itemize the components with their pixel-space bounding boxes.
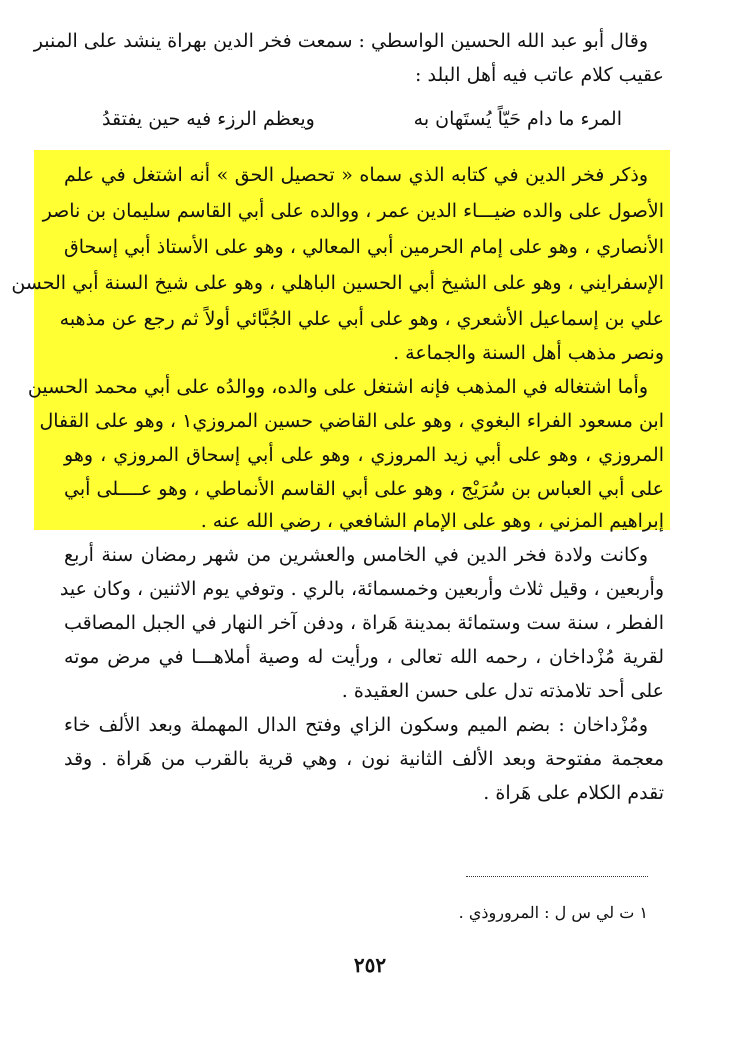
paragraph-3-line-5: إبراهيم المزني ، وهو على الإمام الشافعي ، رضي الله عنه . (200, 510, 664, 532)
paragraph-3-line-2: ابن مسعود الفراء البغوي ، وهو على القاضي حسين المروزي١ ، وهو على القفال (39, 410, 664, 432)
verse-second-hemistich: ويعظم الرزء فيه حين يفتقدُ (102, 108, 315, 130)
paragraph-2-line-6: ونصر مذهب أهل السنة والجماعة . (393, 342, 664, 364)
verse-first-hemistich: المرء ما دام حَيّاً يُستَهان به (413, 108, 622, 130)
paragraph-4-line-5: على أحد تلامذته تدل على حسن العقيدة . (341, 680, 664, 702)
paragraph-2-line-5: علي بن إسماعيل الأشعري ، وهو على أبي علي الجُبَّائي أولاً ثم رجع عن مذهبه (59, 308, 664, 330)
paragraph-1-line-1: وقال أبو عبد الله الحسين الواسطي : سمعت فخر الدين بهراة ينشد على المنبر (33, 30, 648, 52)
paragraph-1-line-2: عقيب كلام عاتب فيه أهل البلد : (415, 64, 664, 86)
paragraph-3-line-4: على أبي العباس بن سُرَيْج ، وهو على أبي القاسم الأنماطي ، وهو عــــلى أبي (64, 478, 664, 500)
page-number: ٢٥٢ (353, 953, 387, 977)
paragraph-2-line-4: الإسفرايني ، وهو على الشيخ أبي الحسين الباهلي ، وهو على شيخ السنة أبي الحسن (11, 272, 664, 294)
paragraph-3-line-3: المروزي ، وهو على أبي زيد المروزي ، وهو على أبي إسحاق المروزي ، وهو (64, 444, 664, 466)
paragraph-2-line-2: الأصول على والده ضيـــاء الدين عمر ، ووالده على أبي القاسم سليمان بن ناصر (42, 200, 664, 222)
paragraph-3-line-1: وأما اشتغاله في المذهب فإنه اشتغل على والده، ووالدُه على أبي محمد الحسين (27, 376, 648, 398)
paragraph-5-line-3: تقدم الكلام على هَراة . (483, 782, 664, 804)
paragraph-4-line-3: الفطر ، سنة ست وستمائة بمدينة هَراة ، ودفن آخر النهار في الجبل المصاقب (64, 612, 664, 634)
paragraph-4-line-2: وأربعين ، وقيل ثلاث وأربعين وخمسمائة، بالري . وتوفي يوم الاثنين ، وكان عيد (59, 578, 664, 600)
paragraph-2-line-3: الأنصاري ، وهو على إمام الحرمين أبي المعالي ، وهو على الأستاذ أبي إسحاق (64, 236, 664, 258)
footnote: ١ ت لي س ل : المروروذي . (458, 903, 648, 922)
paragraph-5-line-1: ومُزْداخان : بضم الميم وسكون الزاي وفتح الدال المهملة وبعد الألف خاء (64, 714, 648, 736)
paragraph-2-line-1: وذكر فخر الدين في كتابه الذي سماه « تحصيل الحق » أنه اشتغل في علم (64, 164, 648, 186)
paragraph-5-line-2: معجمة مفتوحة وبعد الألف الثانية نون ، وهي قرية بالقرب من هَراة . وقد (64, 748, 664, 770)
paragraph-4-line-1: وكانت ولادة فخر الدين في الخامس والعشرين من شهر رمضان سنة أربع (64, 544, 648, 566)
paragraph-4-line-4: لقرية مُزْداخان ، رحمه الله تعالى ، ورأيت له وصية أملاهـــا في مرض موته (64, 646, 664, 668)
verse-line (102, 100, 622, 138)
footnote-separator (466, 876, 648, 877)
